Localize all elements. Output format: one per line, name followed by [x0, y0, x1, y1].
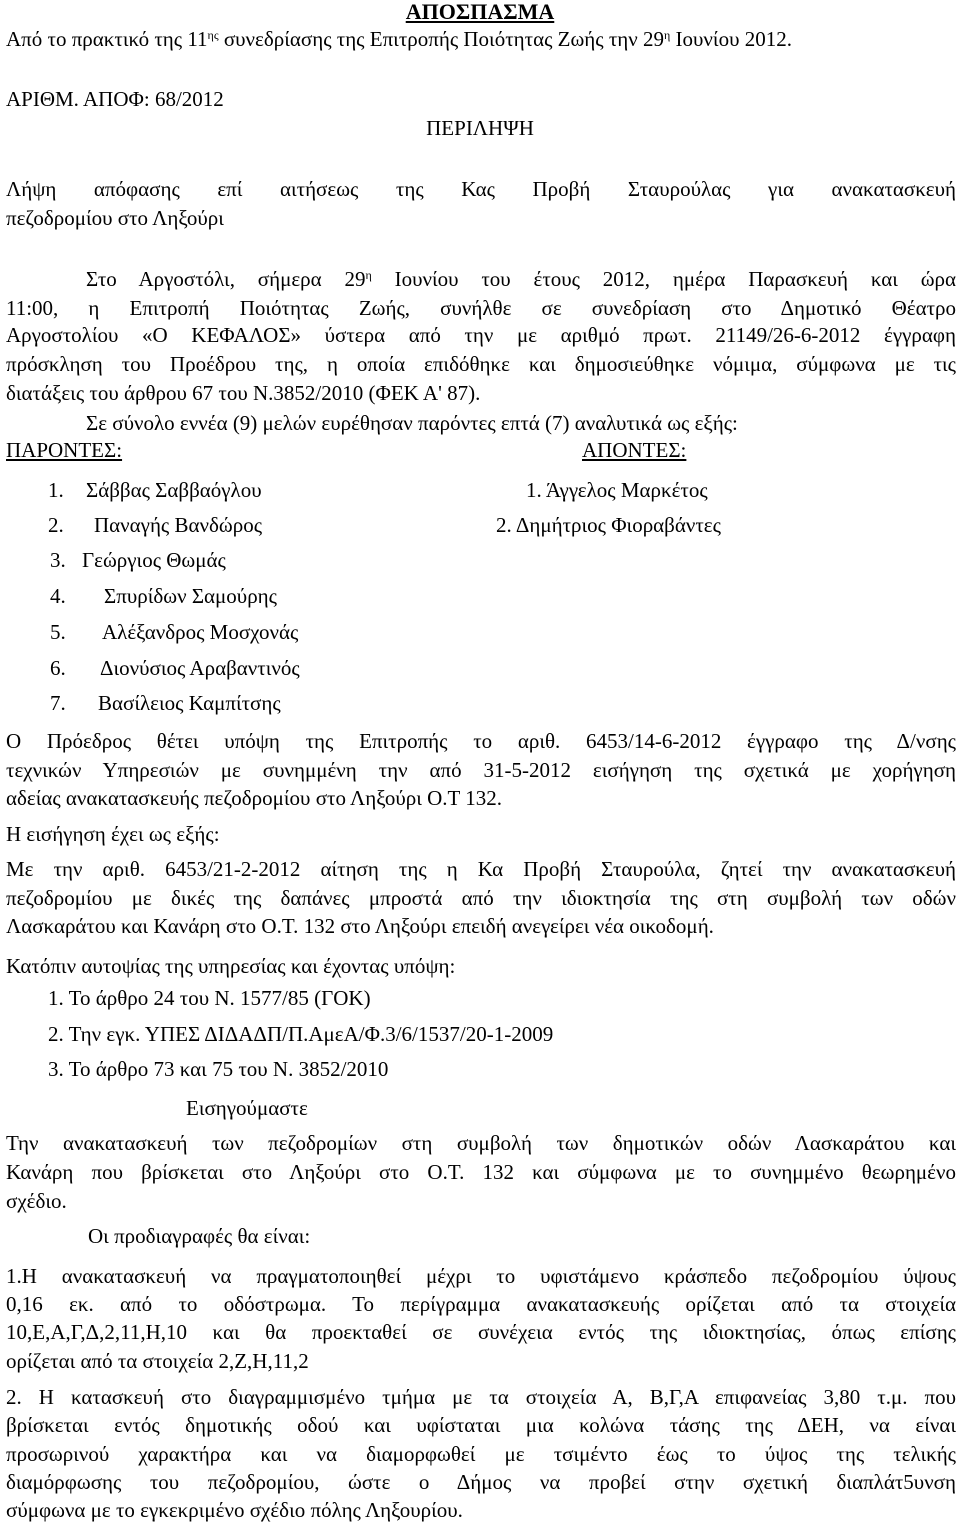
spec-line: 2. Η κατασκευή στο διαγραμμισμένο τμήμα με τα στοιχεία Α, Β,Γ,Α επιφανείας 3,80 τ.μ. που [6, 1385, 956, 1409]
recommendation-intro: Η εισήγηση έχει ως εξής: [6, 822, 220, 846]
chair-line: τεχνικών Υπηρεσιών με συνημμένη την από 31-5-2012 εισήγηση της σχετικά με χορήγηση [6, 758, 956, 782]
request-line: Με την αριθ. 6453/21-2-2012 αίτηση της η Κα Προβή Σταυρούλα, ζητεί την ανακατασκευή [6, 857, 956, 881]
spec-line: βρίσκεται εντός δημοτικής οδού και υφίσταται μια κολώνα τάσης της ΔΕΗ, να είναι [6, 1413, 956, 1437]
autopsy-text: Κατόπιν αυτοψίας της υπηρεσίας και έχοντας υπόψη: [6, 954, 456, 978]
spec-line: ορίζεται από τα στοιχεία 2,Ζ,Η,11,2 [6, 1349, 309, 1373]
list-item: 6. Διονύσιος Αραβαντινός [50, 656, 300, 680]
chair-line: αδείας ανακατασκευής πεζοδρομίου στο Ληξούρι Ο.Τ 132. [6, 786, 502, 810]
document-title: ΑΠΟΣΠΑΣΜΑ [405, 0, 555, 24]
chair-line: Ο Πρόεδρος θέτει υπόψη της Επιτροπής το αριθ. 6453/14-6-2012 έγγραφο της Δ/νσης [6, 729, 956, 753]
consideration-item: 1. Το άρθρο 24 του Ν. 1577/85 (ΓΟΚ) [48, 986, 371, 1010]
intro-line: πρόσκληση του Προέδρου της, η οποία επιδόθηκε και δημοσιεύθηκε νόμιμα, σύμφωνα με τις [6, 352, 956, 376]
decision-number: ΑΡΙΘΜ. ΑΠΟΦ: 68/2012 [6, 87, 224, 111]
list-item: 4. Σπυρίδων Σαμούρης [50, 584, 277, 608]
spec-line: 10,Ε,Α,Γ,Δ,2,11,Η,10 και θα προεκταθεί σε συνέχεια εντός της ιδιοκτησίας, όπως επίσης [6, 1320, 956, 1344]
spec-line: σύμφωνα με το εγκεκριμένο σχέδιο πόλης Ληξουρίου. [6, 1498, 463, 1522]
spec-line: 0,16 εκ. από το οδόστρωμα. Το περίγραμμα ανακατασκευής ορίζεται από τα στοιχεία [6, 1292, 956, 1316]
request-line: πεζοδρομίου με δικές της δαπάνες μπροστά από την ιδιοκτησία της στη συμβολή των οδών [6, 886, 956, 910]
spec-line: 1.Η ανακατασκευή να πραγματοποιηθεί μέχρι το υφιστάμενο κράσπεδο πεζοδρομίου ύψους [6, 1264, 956, 1288]
summary-line: πεζοδρομίου στο Ληξούρι [6, 206, 224, 230]
summary-line: Λήψη απόφασης επί αιτήσεως της Κας Προβή Σταυρούλας για ανακατασκευή [6, 177, 956, 201]
spec-line: διαμόρφωσης του πεζοδρομίου, ώστε ο Δήμος να προβεί στην σχετική διαπλάτ5υνση [6, 1470, 956, 1494]
list-item: 2. Παναγής Βανδώρος [48, 513, 263, 537]
document-subtitle: Από το πρακτικό της $11^{\eta\varsigma}$ συνεδρίασης της Επιτροπής Ποιότητας Ζωής την $29^\eta$ Ιουνίου 2012. [6, 27, 792, 51]
consideration-item: 3. Το άρθρο 73 και 75 του Ν. 3852/2010 [48, 1057, 389, 1081]
list-item: 1. Σάββας Σαββαόγλου [48, 478, 262, 502]
recommend-line: Κανάρη που βρίσκεται στο Ληξούρι στο Ο.Τ. 132 και σύμφωνα με το συνημμένο θεωρημένο [6, 1160, 956, 1184]
list-item: 7. Βασίλειος Καμπίτσης [50, 691, 281, 715]
summary-heading: ΠΕΡΙΛΗΨΗ [426, 116, 534, 140]
absent-label: ΑΠΟΝΤΕΣ: [582, 438, 687, 462]
list-item: 3. Γεώργιος Θωμάς [50, 548, 226, 572]
list-item: 2. Δημήτριος Φιοραβάντες [496, 513, 721, 537]
intro-line: 11:00, η Επιτροπή Ποιότητας Ζωής, συνήλθε σε συνεδρίαση στο Δημοτικό Θέατρο [6, 296, 956, 320]
quorum-text: Σε σύνολο εννέα (9) μελών ευρέθησαν παρόντες επτά (7) αναλυτικά ως εξής: [86, 411, 738, 435]
list-item: 1. Άγγελος Μαρκέτος [526, 478, 708, 502]
intro-line: Αργοστολίου «Ο ΚΕΦΑΛΟΣ» ύστερα από την με αριθμό πρωτ. 21149/26-6-2012 έγγραφη [6, 323, 956, 347]
intro-line-first: Στο Αργοστόλι, σήμερα $29^\eta$ Ιουνίου του έτους 2012, ημέρα Παρασκευή και ώρα [86, 267, 957, 291]
specs-heading: Οι προδιαγραφές θα είναι: [88, 1224, 311, 1248]
recommend-line: Την ανακατασκευή των πεζοδρομίων στη συμβολή των δημοτικών οδών Λασκαράτου και [6, 1131, 956, 1155]
list-item: 5. Αλέξανδρος Μοσχονάς [50, 620, 299, 644]
intro-line: διατάξεις του άρθρου 67 του Ν.3852/2010 (ΦΕΚ Α' 87). [6, 381, 481, 405]
present-label: ΠΑΡΟΝΤΕΣ: [6, 438, 123, 462]
request-line: Λασκαράτου και Κανάρη στο Ο.Τ. 132 στο Ληξούρι επειδή ανεγείρει νέα οικοδομή. [6, 914, 714, 938]
spec-line: προσωρινού χαρακτήρα και να διαμορφωθεί με τσιμέντο έως το ύψος της τελικής [6, 1442, 956, 1466]
recommend-line: σχέδιο. [6, 1189, 67, 1213]
we-recommend-heading: Εισηγούμαστε [186, 1096, 308, 1120]
consideration-item: 2. Την εγκ. ΥΠΕΣ ΔΙΔΑΔΠ/Π.ΑμεΑ/Φ.3/6/1537/20-1-2009 [48, 1022, 554, 1046]
